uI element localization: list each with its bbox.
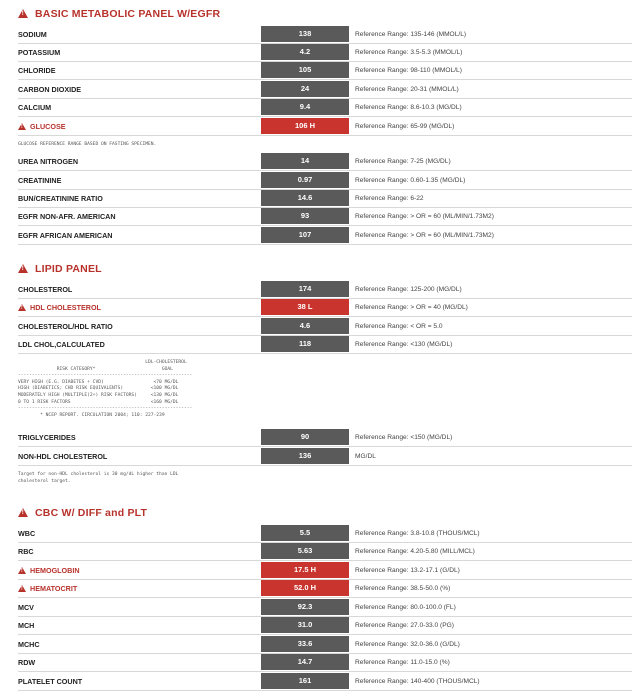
result-value: 136: [261, 448, 349, 464]
warning-icon: [18, 123, 26, 130]
ldl-risk-table-note: LDL-CHOLESTEROL RISK CATEGORY* GOAL --------------------------------------------------------------- VERY HIGH (E.G. DIABETES + CVD) <70 MG/DL HIGH (DIABETICS; CHD RISK EQUIVALENTS) <100 MG/DL MODERATELY HIGH (MULTIPLE(2+) RISK FACTORS) <130 MG/DL 0 TO 1 RISK FACTORS <160 MG/DL --------------------------------------------------------------- * NCEP REPORT. CIRCULATION 2004; 110: 227-239: [18, 360, 193, 418]
result-value: 14: [261, 153, 349, 169]
test-name: [18, 99, 258, 117]
test-name: [18, 81, 258, 99]
warning-icon: [18, 585, 26, 592]
test-name-label: HEMOGLOBIN: [30, 566, 80, 575]
test-name: [18, 429, 258, 447]
result-value: 138: [261, 26, 349, 42]
result-row: [18, 44, 632, 62]
result-row: [18, 673, 632, 691]
result-row: [18, 543, 632, 561]
reference-range: Reference Range: 80.0-100.0 (FL): [355, 604, 456, 611]
row-divider: [18, 446, 632, 447]
result-row: [18, 299, 632, 317]
reference-range: Reference Range: 3.8-10.8 (THOUS/MCL): [355, 530, 480, 537]
warning-icon: [18, 263, 28, 275]
row-divider: [18, 225, 632, 226]
test-name-label: CALCIUM: [18, 103, 52, 112]
test-name: [18, 448, 258, 466]
row-divider: [18, 316, 632, 317]
result-value: 24: [261, 81, 349, 97]
result-row: [18, 525, 632, 543]
warning-icon: [18, 567, 26, 574]
test-name: [18, 227, 258, 245]
reference-range: Reference Range: 0.60-1.35 (MG/DL): [355, 177, 466, 184]
result-value: 105: [261, 62, 349, 78]
test-name: [18, 673, 258, 691]
result-row: [18, 448, 632, 466]
test-name: [18, 636, 258, 654]
reference-range: Reference Range: 7-25 (MG/DL): [355, 158, 451, 165]
row-divider: [18, 116, 632, 117]
result-row: [18, 654, 632, 672]
row-divider: [18, 671, 632, 672]
result-value: 93: [261, 208, 349, 224]
test-name: [18, 153, 258, 171]
test-name: [18, 172, 258, 190]
test-name-label: NON-HDL CHOLESTEROL: [18, 452, 108, 461]
result-row: [18, 429, 632, 447]
test-name: [18, 62, 258, 80]
result-value: 31.0: [261, 617, 349, 633]
result-row: [18, 172, 632, 190]
test-name-label: SODIUM: [18, 30, 47, 39]
test-name-label: POTASSIUM: [18, 48, 61, 57]
reference-range: Reference Range: 11.0-15.0 (%): [355, 659, 450, 666]
reference-range: Reference Range: 65-99 (MG/DL): [355, 123, 455, 130]
test-name-label: EGFR NON-AFR. AMERICAN: [18, 212, 116, 221]
result-row: [18, 190, 632, 208]
test-name-label: MCV: [18, 603, 34, 612]
result-row: [18, 580, 632, 598]
section-title-bmp: !BASIC METABOLIC PANEL W/EGFR: [18, 8, 220, 20]
section-title-cbc: !CBC W/ DIFF and PLT: [18, 507, 147, 519]
test-name-label: CREATININE: [18, 176, 62, 185]
test-name: [18, 318, 258, 336]
test-name-label: UREA NITROGEN: [18, 157, 79, 166]
result-row: [18, 599, 632, 617]
test-name: [18, 26, 258, 44]
test-name: [18, 299, 258, 317]
reference-range: Reference Range: 38.5-50.0 (%): [355, 585, 451, 592]
result-value: 9.4: [261, 99, 349, 115]
test-name: [18, 580, 258, 598]
test-name-label: MCHC: [18, 640, 40, 649]
row-divider: [18, 244, 632, 245]
result-value-flagged: 17.5 H: [261, 562, 349, 578]
row-divider: [18, 634, 632, 635]
test-name-label: CHOLESTEROL/HDL RATIO: [18, 322, 113, 331]
test-name-label: TRIGLYCERIDES: [18, 433, 76, 442]
test-name: [18, 190, 258, 208]
test-name-label: WBC: [18, 529, 36, 538]
result-row: [18, 318, 632, 336]
reference-range: Reference Range: 32.0-36.0 (G/DL): [355, 641, 460, 648]
result-row: [18, 81, 632, 99]
result-value-flagged: 38 L: [261, 299, 349, 315]
result-value: 0.97: [261, 172, 349, 188]
row-divider: [18, 465, 632, 466]
test-name-label: EGFR AFRICAN AMERICAN: [18, 231, 113, 240]
result-row: [18, 336, 632, 354]
test-name: [18, 599, 258, 617]
reference-range: Reference Range: 140-400 (THOUS/MCL): [355, 678, 480, 685]
result-value: 14.7: [261, 654, 349, 670]
result-row: [18, 208, 632, 226]
reference-range: Reference Range: 98-110 (MMOL/L): [355, 67, 462, 74]
test-name-label: PLATELET COUNT: [18, 677, 83, 686]
result-row: [18, 99, 632, 117]
reference-range: Reference Range: 3.5-5.3 (MMOL/L): [355, 49, 463, 56]
test-name-label: CHLORIDE: [18, 66, 56, 75]
result-value-flagged: 106 H: [261, 118, 349, 134]
test-name-label: RBC: [18, 547, 34, 556]
reference-range: Reference Range: 125-200 (MG/DL): [355, 286, 462, 293]
result-value: 33.6: [261, 636, 349, 652]
non-hdl-note: Target for non-HDL cholesterol is 30 mg/dL higher than LDL cholesterol target.: [18, 472, 179, 484]
result-row: [18, 636, 632, 654]
reference-range: Reference Range: <150 (MG/DL): [355, 434, 453, 441]
result-value: 90: [261, 429, 349, 445]
warning-icon: [18, 8, 28, 20]
test-name: [18, 654, 258, 672]
result-value: 5.63: [261, 543, 349, 559]
test-name: [18, 118, 258, 136]
reference-range: Reference Range: 8.6-10.3 (MG/DL): [355, 104, 462, 111]
result-value: 14.6: [261, 190, 349, 206]
row-divider: [18, 353, 632, 354]
result-row: [18, 26, 632, 44]
test-name: [18, 208, 258, 226]
test-name-label: GLUCOSE: [30, 122, 66, 131]
test-name-label: CHOLESTEROL: [18, 285, 73, 294]
test-name-label: MCH: [18, 621, 35, 630]
reference-range: Reference Range: 13.2-17.1 (G/DL): [355, 567, 460, 574]
row-divider: [18, 597, 632, 598]
result-value: 118: [261, 336, 349, 352]
reference-range: MG/DL: [355, 453, 376, 460]
reference-range: Reference Range: < OR = 5.0: [355, 323, 443, 330]
row-divider: [18, 560, 632, 561]
reference-range: Reference Range: 27.0-33.0 (PG): [355, 622, 454, 629]
test-name: [18, 336, 258, 354]
test-name-label: HEMATOCRIT: [30, 584, 78, 593]
result-value: 161: [261, 673, 349, 689]
test-name: [18, 281, 258, 299]
test-name-label: LDL CHOL,CALCULATED: [18, 340, 105, 349]
section-title-lipid: !LIPID PANEL: [18, 263, 102, 275]
result-row: [18, 617, 632, 635]
result-value: 5.5: [261, 525, 349, 541]
reference-range: Reference Range: 6-22: [355, 195, 424, 202]
reference-range: Reference Range: > OR = 60 (ML/MIN/1.73M2): [355, 213, 494, 220]
result-value: 92.3: [261, 599, 349, 615]
test-name: [18, 543, 258, 561]
reference-range: Reference Range: 4.20-5.80 (MILL/MCL): [355, 548, 475, 555]
result-value: 107: [261, 227, 349, 243]
result-row: [18, 281, 632, 299]
result-row: [18, 227, 632, 245]
reference-range: Reference Range: 20-31 (MMOL/L): [355, 86, 459, 93]
test-name: [18, 562, 258, 580]
result-row: [18, 118, 632, 136]
warning-icon: [18, 304, 26, 311]
result-row: [18, 62, 632, 80]
glucose-note: GLUCOSE REFERENCE RANGE BASED ON FASTING SPECIMEN.: [18, 142, 157, 147]
reference-range: Reference Range: <130 (MG/DL): [355, 341, 453, 348]
row-divider: [18, 170, 632, 171]
warning-icon: [18, 507, 28, 519]
result-value: 4.6: [261, 318, 349, 334]
result-value: 174: [261, 281, 349, 297]
test-name: [18, 525, 258, 543]
test-name-label: CARBON DIOXIDE: [18, 85, 82, 94]
result-value-flagged: 52.0 H: [261, 580, 349, 596]
result-row: [18, 153, 632, 171]
test-name-label: RDW: [18, 658, 36, 667]
test-name: [18, 617, 258, 635]
test-name: [18, 44, 258, 62]
result-value: 4.2: [261, 44, 349, 60]
reference-range: Reference Range: > OR = 40 (MG/DL): [355, 304, 468, 311]
reference-range: Reference Range: 135-146 (MMOL/L): [355, 31, 467, 38]
row-divider: [18, 79, 632, 80]
row-divider: [18, 135, 632, 136]
test-name-label: BUN/CREATININE RATIO: [18, 194, 103, 203]
test-name-label: HDL CHOLESTEROL: [30, 303, 101, 312]
reference-range: Reference Range: > OR = 60 (ML/MIN/1.73M2): [355, 232, 494, 239]
result-row: [18, 562, 632, 580]
